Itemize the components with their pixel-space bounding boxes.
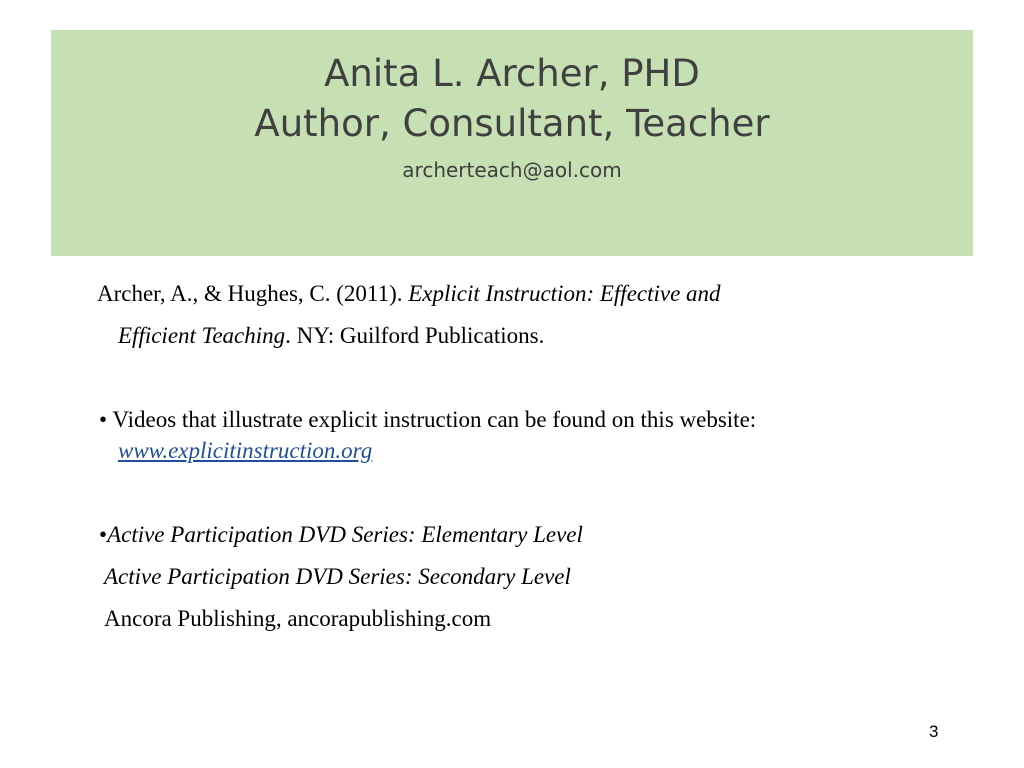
citation-title-part1: Explicit Instruction: Effective and bbox=[408, 281, 721, 306]
page-number: 3 bbox=[929, 722, 939, 741]
citation-line-1 bbox=[97, 281, 721, 307]
citation-authors-year: Archer, A., & Hughes, C. (2011). bbox=[97, 281, 403, 306]
videos-link-line bbox=[118, 438, 372, 464]
dvd-secondary: Active Participation DVD Series: Secondary Level bbox=[104, 564, 571, 589]
citation-line-2 bbox=[118, 323, 544, 349]
website-link[interactable]: www.explicitinstruction.org bbox=[118, 438, 373, 463]
bullet: • bbox=[99, 407, 108, 432]
header-box bbox=[51, 30, 973, 256]
author-name: Anita L. Archer, PHD bbox=[324, 52, 700, 95]
dvd-publisher: Ancora Publishing, ancorapublishing.com bbox=[104, 606, 492, 631]
citation-title-part2: Efficient Teaching bbox=[118, 323, 286, 348]
author-email: archerteach@aol.com bbox=[402, 158, 622, 182]
citation-publisher: . NY: Guilford Publications. bbox=[285, 323, 545, 348]
dvd-line-1 bbox=[99, 522, 583, 548]
videos-line bbox=[99, 407, 756, 433]
dvd-publisher-line bbox=[104, 606, 491, 632]
videos-text: Videos that illustrate explicit instruction can be found on this website: bbox=[112, 407, 757, 432]
dvd-elementary: Active Participation DVD Series: Elementary Level bbox=[107, 522, 583, 547]
dvd-line-2 bbox=[104, 564, 571, 590]
bullet: • bbox=[99, 522, 108, 547]
author-roles: Author, Consultant, Teacher bbox=[254, 102, 770, 145]
